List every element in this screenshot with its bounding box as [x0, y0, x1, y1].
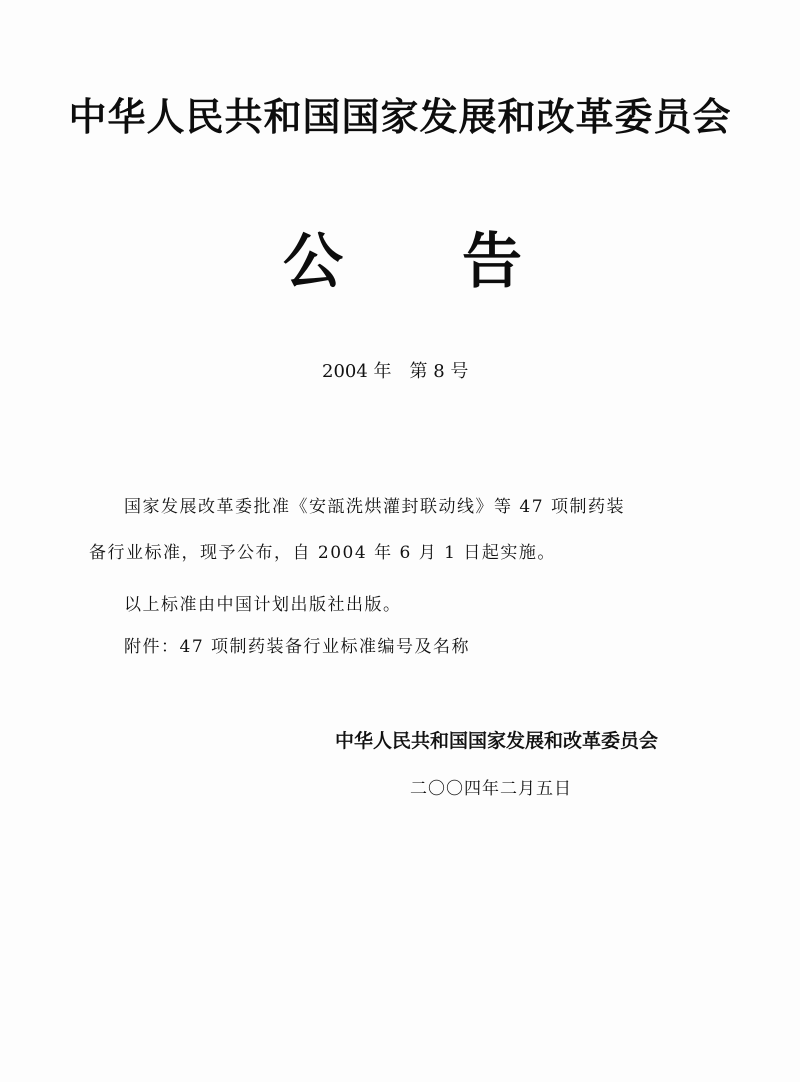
document-serial: 第 8 号: [409, 361, 469, 382]
attachment-line: 附件：47 项制药装备行业标准编号及名称: [124, 637, 471, 657]
signature-date: 二〇〇四年二月五日: [410, 779, 572, 799]
document-year: 2004 年: [322, 361, 392, 382]
document-type-char-1: 公: [283, 227, 343, 297]
document-type-char-2: 告: [462, 227, 522, 297]
body-paragraph-1-line-2: 备行业标准，现予公布，自 2004 年 6 月 1 日起实施。: [89, 543, 556, 563]
body-paragraph-2: 以上标准由中国计划出版社出版。: [124, 595, 402, 615]
issuing-organization-title: 中华人民共和国国家发展和改革委员会: [68, 95, 732, 139]
body-paragraph-1-line-1: 国家发展改革委批准《安瓿洗烘灌封联动线》等 47 项制药装: [124, 497, 625, 517]
document-number: [322, 357, 468, 383]
signature-organization: 中华人民共和国国家发展和改革委员会: [335, 730, 659, 752]
